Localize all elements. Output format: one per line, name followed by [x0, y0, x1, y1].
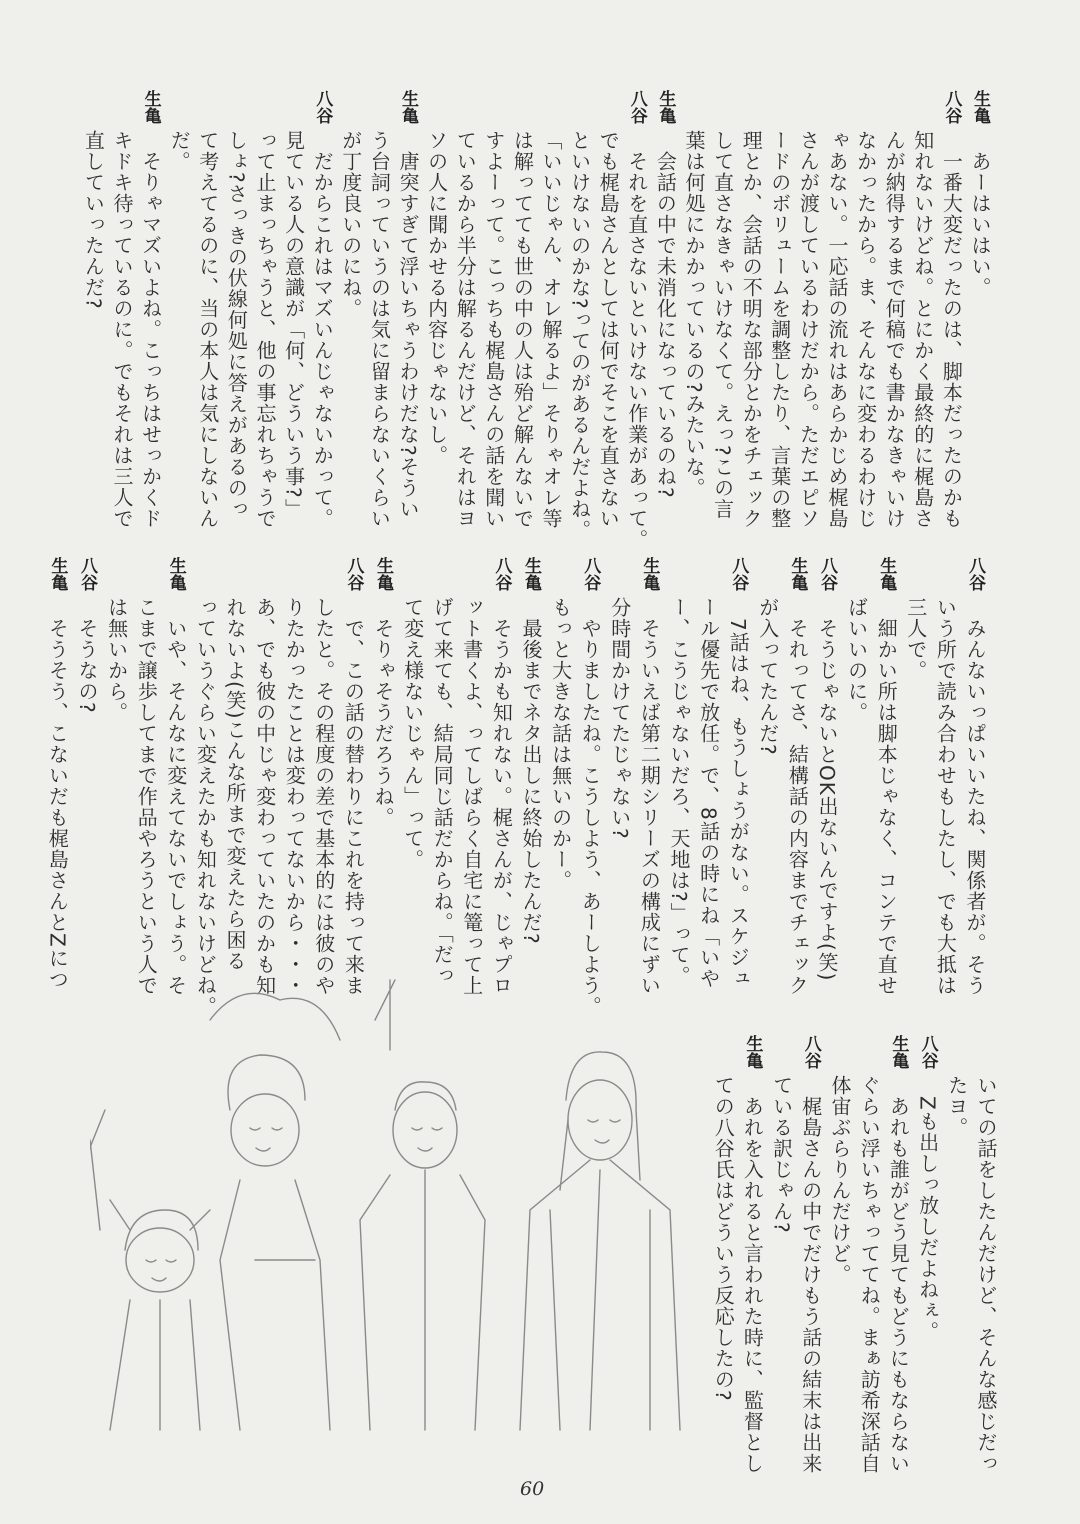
- text-column: キドキ待っているのに。でもそれは三人で: [110, 130, 134, 529]
- text-column: 三人で。: [903, 597, 928, 681]
- speaker-label: 生亀: [521, 557, 541, 591]
- text-column: そうじゃないとOK出ないんですよ(笑): [815, 597, 839, 982]
- text-column: 「いいじゃん、オレ解るよ」そりゃオレ等: [539, 130, 563, 529]
- text-column: って止まっちゃうと、他の事忘れちゃうで: [253, 130, 277, 529]
- text-column: そうそう、こないだも梶島さんとZにつ: [45, 597, 70, 990]
- text-column: したと。その程度の差で基本的には彼のや: [311, 597, 336, 996]
- text-column: ソの人に聞かせる内容じゃないし。: [424, 130, 449, 466]
- text-column: いや、そんなに変えてないでしょう。そ: [163, 597, 188, 996]
- text-column: あ、でも彼の中じゃ変わっていたのかも知: [252, 597, 277, 996]
- text-column: こまで譲歩してまで作品やろうという人で: [134, 597, 159, 996]
- text-column: て考えてるのに、当の本人は気にしないん: [195, 130, 220, 529]
- text-column: いての話をしたんだけど、そんな感じだっ: [974, 1075, 998, 1474]
- text-column: りたかったことは変わってないから・・・: [282, 597, 307, 996]
- text-column: 唐突すぎて浮いちゃうわけだな?そうい: [396, 130, 420, 520]
- text-column: 一番大変だったのは、脚本だったのかも: [939, 130, 964, 529]
- text-column: は解ってても世の中の人は殆ど解んないで: [510, 130, 535, 529]
- speaker-label: 生亀: [888, 1035, 909, 1069]
- speaker-label: 生亀: [970, 90, 990, 124]
- text-column: ているから半分は解るんだけど、それはヨ: [453, 130, 478, 529]
- speaker-label: 八谷: [965, 557, 985, 591]
- sketch-girl-figure: [90, 1110, 210, 1430]
- speaker-label: 生亀: [373, 557, 393, 591]
- speaker-label: 生亀: [876, 557, 897, 591]
- text-column: みんないっぱいいたね、関係者が。そう: [963, 597, 987, 996]
- speaker-label: 八谷: [817, 557, 837, 591]
- speaker-label: 八谷: [800, 1035, 821, 1069]
- text-column: 分時間かけてたじゃない?: [607, 597, 632, 840]
- speaker-label: 八谷: [941, 90, 962, 124]
- text-column: いう所で読み合わせもしたし、でも大抵は: [933, 597, 958, 996]
- text-column: ードのボリュームを調整したり、言葉の整: [767, 130, 792, 529]
- speaker-label: 八谷: [580, 557, 601, 591]
- text-column: なかったから。ま、そんなに変わるわけじ: [853, 130, 878, 529]
- speaker-label: 生亀: [655, 90, 676, 124]
- text-column: 見ている人の意識が「何、どういう事?」: [281, 130, 306, 520]
- speaker-label: 生亀: [398, 90, 418, 124]
- speaker-label: 生亀: [787, 557, 808, 591]
- text-column: ット書くよ、ってしばらく自宅に篭って上: [459, 597, 484, 996]
- text-column: う台詞っていうのは気に留まらないくらい: [367, 130, 392, 529]
- text-column: 梶島さんの中でだけもう話の結末は出来: [798, 1075, 823, 1474]
- text-column: やりましたね。こうしよう、あーしよう。: [578, 597, 603, 1017]
- speaker-label: 八谷: [626, 90, 647, 124]
- text-column: しょ?さっきの伏線何処に答えがあるのっ: [224, 130, 249, 520]
- text-column: それを直さないといけない作業があって。: [624, 130, 649, 550]
- text-column: が丁度良いのにね。: [338, 130, 363, 319]
- text-column: で、この話の替わりにこれを持って来ま: [341, 597, 366, 996]
- speaker-label: 八谷: [77, 557, 97, 591]
- text-column: さんが渡しているわけだから。ただエピソ: [796, 130, 821, 529]
- text-column: 理とか、会話の不明な部分とかをチェック: [739, 130, 764, 529]
- text-column: ばいいのに。: [844, 597, 869, 723]
- text-column: 細かい所は脚本じゃなく、コンテで直せ: [874, 597, 899, 996]
- text-column: たヨ。: [944, 1075, 969, 1138]
- speaker-label: 生亀: [47, 557, 68, 591]
- text-column: といけないのかな?ってのがあるんだよね。: [567, 130, 592, 541]
- text-column: ている訳じゃん?: [769, 1075, 794, 1234]
- text-column: すよーって。こっちも梶島さんの話を聞い: [481, 130, 506, 529]
- text-column: ての八谷氏はどういう反応したの?: [711, 1075, 736, 1402]
- text-column: そうかも知れない。梶さんが、じゃプロ: [489, 597, 514, 996]
- text-column: 最後までネタ出しに終始したんだ?: [519, 597, 543, 945]
- text-column: もっと大きな話は無いのかー。: [548, 597, 573, 891]
- text-column: ぐらい浮いちゃっててね。まぁ訪希深話自: [857, 1075, 882, 1474]
- text-column: ー、こうじゃないだろ、天地は?」って。: [667, 597, 691, 987]
- sketch-woman-figure: [520, 1052, 680, 1430]
- speaker-label: 生亀: [165, 557, 186, 591]
- text-column: そうなの?: [75, 597, 99, 714]
- text-column: あーはいはい。: [968, 130, 992, 298]
- text-column: そういえば第二期シリーズの構成にずい: [637, 597, 662, 996]
- text-column: あれも誰がどう見てもどうにもならない: [886, 1075, 911, 1474]
- text-column: 7話はね、もうしょうがない。スケジュ: [726, 597, 751, 989]
- character-sketch-illustration: [90, 960, 710, 1460]
- text-column: あれを入れると言われた時に、監督とし: [740, 1075, 765, 1474]
- text-column: れないよ(笑)こんな所まで変えたら困る: [223, 597, 247, 972]
- text-column: て変え様ないじゃん」って。: [400, 597, 425, 870]
- text-column: が入ってたんだ?: [755, 597, 780, 756]
- speaker-label: 八谷: [343, 557, 364, 591]
- text-column: して直さなきゃいけなくて。えっ?この言: [710, 130, 735, 520]
- text-column: だからこれはマズいんじゃないかって。: [310, 130, 335, 529]
- page-number: 60: [520, 1478, 545, 1500]
- text-column: 葉は何処にかかっているの?みたいな。: [682, 130, 706, 499]
- text-column: でも梶島さんとしては何でそこを直さない: [596, 130, 621, 529]
- sketch-man-figure: [360, 980, 485, 1430]
- text-column: ール優先で放任。で、8話の時にね「いや: [696, 597, 721, 989]
- text-column: だ。: [167, 130, 192, 172]
- text-column: は無いから。: [104, 597, 129, 723]
- speaker-label: 生亀: [639, 557, 660, 591]
- sketch-elder-figure: [210, 993, 340, 1430]
- text-column: げて来ても、結局同じ話だからね。「だっ: [430, 597, 455, 986]
- speaker-label: 八谷: [312, 90, 333, 124]
- text-column: ゃあない。一応話の流れはあらかじめ梶島: [825, 130, 849, 529]
- text-column: そりゃそうだろうね。: [371, 597, 395, 828]
- text-column: 直していったんだ?: [81, 130, 106, 310]
- speaker-label: 八谷: [728, 557, 749, 591]
- text-column: っていうぐらい変えたかも知れないけどね。: [193, 597, 218, 1017]
- text-column: 知れないけどね。とにかく最終的に梶島さ: [910, 130, 935, 529]
- text-column: そりゃマズいよね。こっちはせっかくド: [138, 130, 163, 529]
- speaker-label: 八谷: [491, 557, 512, 591]
- speaker-label: 生亀: [140, 90, 161, 124]
- text-column: Zも出しっ放しだよねぇ。: [915, 1075, 940, 1342]
- text-column: んが納得するまで何稿でも書かなきゃいけ: [882, 130, 907, 529]
- text-column: それってさ、結構話の内容までチェック: [785, 597, 810, 996]
- text-column: 会話の中で未消化になっているのね?: [653, 130, 678, 499]
- text-column: 体宙ぶらりんだけど。: [828, 1075, 852, 1285]
- speaker-label: 生亀: [742, 1035, 763, 1069]
- speaker-label: 八谷: [917, 1035, 938, 1069]
